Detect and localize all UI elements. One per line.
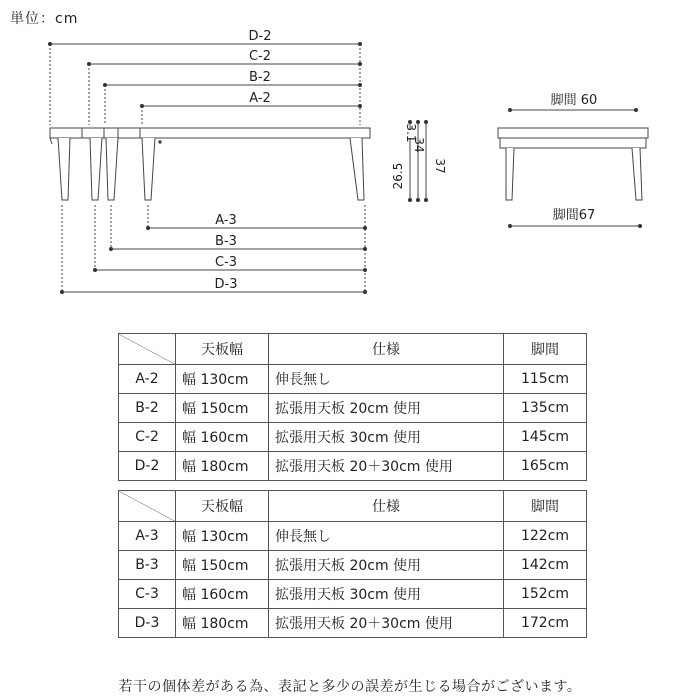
spec-cell: 伸長無し <box>269 522 504 551</box>
leg-span-cell: 152cm <box>504 580 587 609</box>
header-spec: 仕様 <box>269 334 504 365</box>
side-label-bottom: 脚間67 <box>552 208 596 223</box>
header-leg-span: 脚間 <box>504 334 587 365</box>
dim-label: A-2 <box>249 91 271 106</box>
table-row <box>119 609 587 638</box>
table-row <box>119 522 587 551</box>
model-cell: A-3 <box>119 522 176 551</box>
spec-cell: 拡張用天板 20＋30cm 使用 <box>269 609 504 638</box>
width-cell: 幅 180cm <box>176 609 269 638</box>
model-cell: B-3 <box>119 551 176 580</box>
table-row <box>119 452 587 481</box>
unit-label: 単位：cm <box>10 11 79 27</box>
table-row <box>119 551 587 580</box>
dim-label: D-3 <box>214 277 238 292</box>
leg <box>90 138 102 200</box>
table-row <box>119 580 587 609</box>
spec-cell: 拡張用天板 20cm 使用 <box>269 551 504 580</box>
leg-span-cell: 135cm <box>504 394 587 423</box>
leg-span-cell: 145cm <box>504 423 587 452</box>
table-row <box>119 423 587 452</box>
model-cell: B-2 <box>119 394 176 423</box>
screw-dot <box>159 141 161 143</box>
table-header-row <box>119 491 587 522</box>
width-cell: 幅 130cm <box>176 522 269 551</box>
table-row <box>119 365 587 394</box>
spec-cell: 拡張用天板 20cm 使用 <box>269 394 504 423</box>
spec-cell: 拡張用天板 20＋30cm 使用 <box>269 452 504 481</box>
dim-label: D-2 <box>248 29 272 44</box>
side-leg <box>632 148 642 200</box>
spec-cell: 拡張用天板 30cm 使用 <box>269 423 504 452</box>
apron <box>500 138 646 148</box>
dim-label: A-3 <box>215 213 237 228</box>
header-corner <box>119 334 176 365</box>
leg-span-cell: 172cm <box>504 609 587 638</box>
width-cell: 幅 130cm <box>176 365 269 394</box>
width-cell: 幅 160cm <box>176 580 269 609</box>
model-cell: C-2 <box>119 423 176 452</box>
width-cell: 幅 180cm <box>176 452 269 481</box>
height-label: 3.1 <box>404 123 418 143</box>
dim-label: B-3 <box>215 234 237 249</box>
leg-span-cell: 142cm <box>504 551 587 580</box>
height-label: 37 <box>433 158 447 174</box>
width-cell: 幅 150cm <box>176 551 269 580</box>
dim-label: C-3 <box>214 255 238 270</box>
height-label: 26.5 <box>391 162 405 190</box>
model-cell: C-3 <box>119 580 176 609</box>
footer-note: 若干の個体差がある為、表記と多少の誤差が生じる場合がございます。 <box>118 679 582 695</box>
leg <box>350 138 364 200</box>
table-top-side <box>498 128 648 138</box>
table-header-row <box>119 334 587 365</box>
height-label: 34 <box>412 137 426 153</box>
leg <box>58 138 70 200</box>
model-cell: A-2 <box>119 365 176 394</box>
spec-table-3 <box>118 490 587 638</box>
leg-span-cell: 165cm <box>504 452 587 481</box>
spec-cell: 拡張用天板 30cm 使用 <box>269 580 504 609</box>
dim-label: C-2 <box>248 49 272 64</box>
leg <box>106 138 118 200</box>
header-width: 天板幅 <box>176 334 269 365</box>
header-width: 天板幅 <box>176 491 269 522</box>
dimension-dots <box>48 42 642 294</box>
header-spec: 仕様 <box>269 491 504 522</box>
side-label-top: 脚間 60 <box>550 93 598 108</box>
dimension-diagram <box>0 0 700 320</box>
model-cell: D-2 <box>119 452 176 481</box>
dim-label: B-2 <box>249 70 271 85</box>
header-corner <box>119 491 176 522</box>
width-cell: 幅 160cm <box>176 423 269 452</box>
spec-cell: 伸長無し <box>269 365 504 394</box>
header-leg-span: 脚間 <box>504 491 587 522</box>
side-leg <box>506 148 514 200</box>
table-row <box>119 394 587 423</box>
spec-table-2 <box>118 333 587 481</box>
leg <box>142 138 155 200</box>
width-cell: 幅 150cm <box>176 394 269 423</box>
leg-span-cell: 122cm <box>504 522 587 551</box>
model-cell: D-3 <box>119 609 176 638</box>
leg-span-cell: 115cm <box>504 365 587 394</box>
table-top-front <box>50 128 370 138</box>
